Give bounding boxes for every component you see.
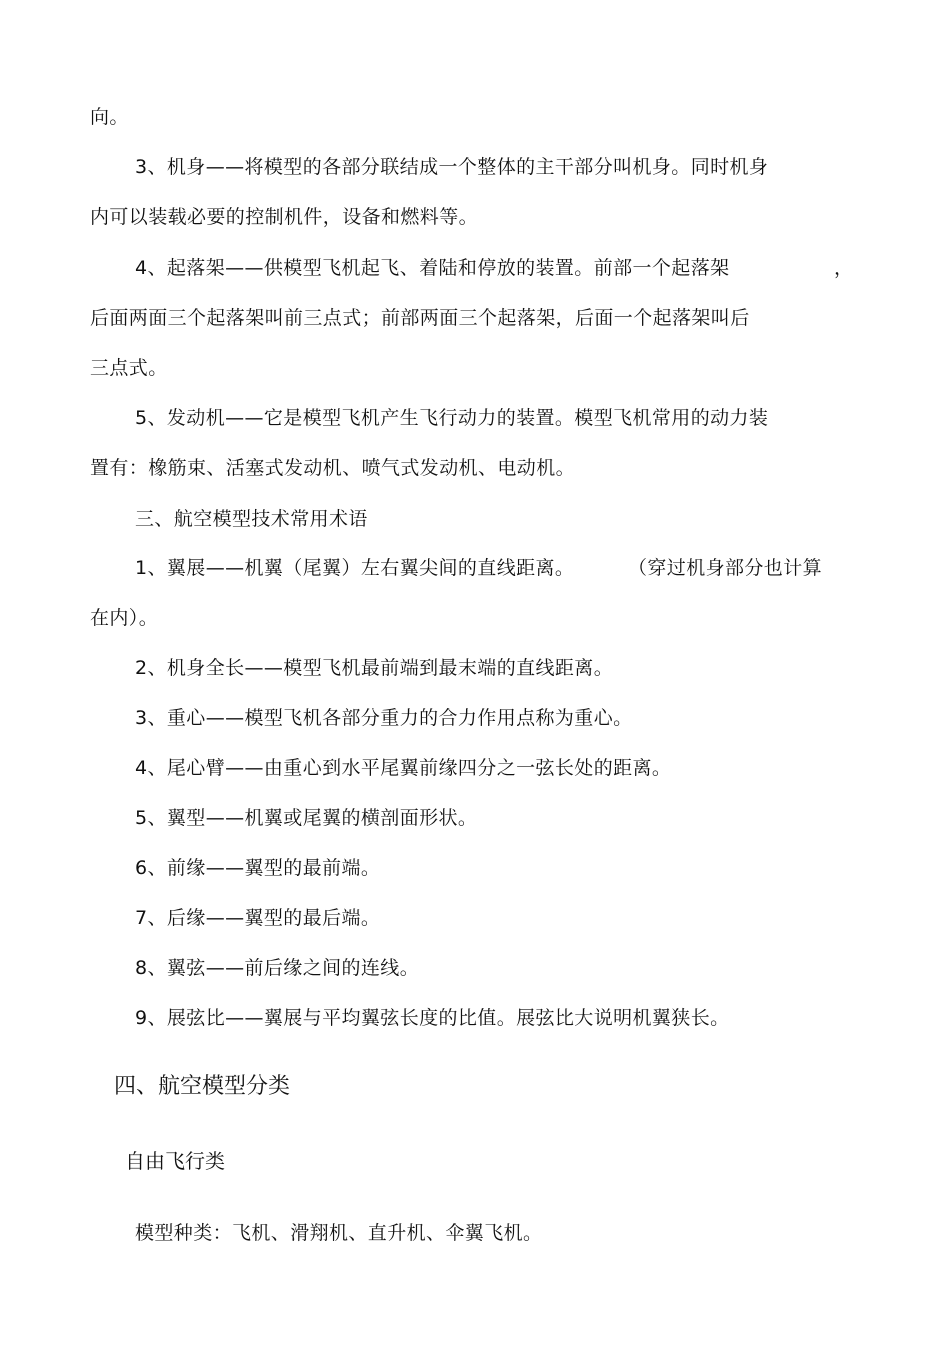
text-line: 向。 (90, 106, 129, 128)
model-types-line: 模型种类：飞机、滑翔机、直升机、伞翼飞机。 (135, 1222, 543, 1244)
text-line: 3、重心——模型飞机各部分重力的合力作用点称为重心。 (135, 707, 633, 729)
text-line: 2、机身全长——模型飞机最前端到最末端的直线距离。 (135, 657, 614, 679)
text-line: 9、展弦比——翼展与平均翼弦长度的比值。展弦比大说明机翼狭长。 (135, 1007, 730, 1029)
text-line: 4、起落架——供模型飞机起飞、着陆和停放的装置。前部一个起落架 (135, 257, 730, 279)
text-line: 7、后缘——翼型的最后端。 (135, 907, 381, 929)
text-line: 3、机身——将模型的各部分联结成一个整体的主干部分叫机身。同时机身 (135, 156, 769, 178)
text-line: 1、翼展——机翼（尾翼）左右翼尖间的直线距离。 (135, 557, 575, 579)
text-line: 5、翼型——机翼或尾翼的横剖面形状。 (135, 807, 478, 829)
text-line: 4、尾心臂——由重心到水平尾翼前缘四分之一弦长处的距离。 (135, 757, 672, 779)
text-fragment: （穿过机身部分也计算 (628, 557, 823, 579)
text-line: 8、翼弦——前后缘之间的连线。 (135, 957, 420, 979)
text-fragment: ， (834, 257, 854, 279)
text-line: 三、航空模型技术常用术语 (135, 508, 368, 530)
text-line: 5、发动机——它是模型飞机产生飞行动力的装置。模型飞机常用的动力装 (135, 407, 769, 429)
text-line: 内可以装载必要的控制机件，设备和燃料等。 (90, 206, 479, 228)
section-title: 四、航空模型分类 (114, 1074, 291, 1099)
text-line: 后面两面三个起落架叫前三点式；前部两面三个起落架，后面一个起落架叫后 (90, 307, 750, 329)
text-line: 三点式。 (90, 357, 168, 379)
subsection-title: 自由飞行类 (125, 1149, 225, 1173)
text-line: 置有：橡筋束、活塞式发动机、喷气式发动机、电动机。 (90, 457, 576, 479)
text-line: 6、前缘——翼型的最前端。 (135, 857, 381, 879)
text-line: 在内）。 (90, 607, 159, 629)
